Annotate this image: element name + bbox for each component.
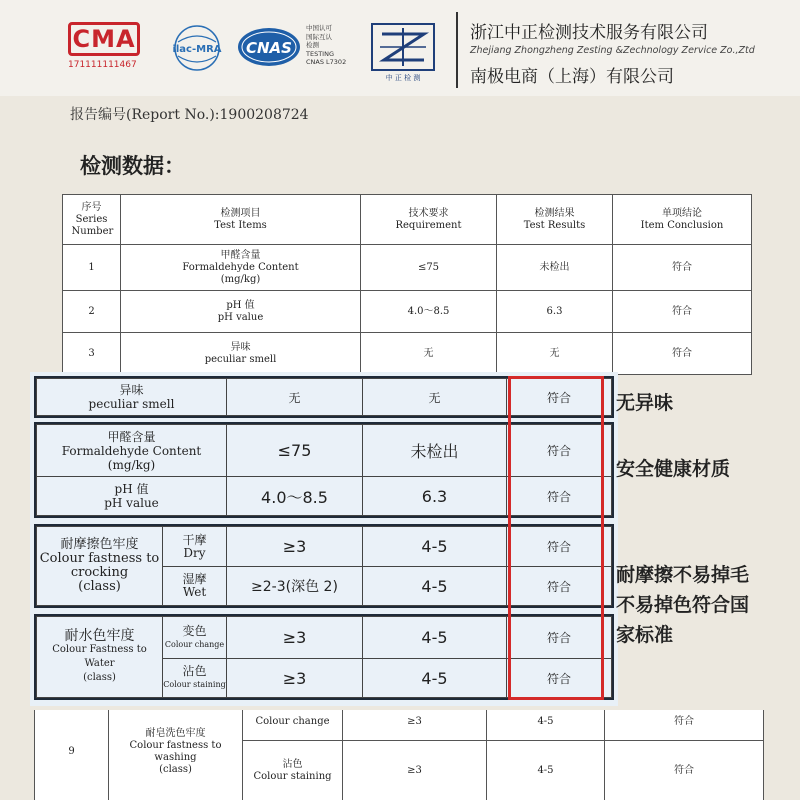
header-cell: 检测项目 Test Items (121, 195, 361, 245)
table-cell: 耐水色牢度 Colour Fastness to Water (class) (37, 617, 163, 698)
table-cell: 符合 (605, 741, 764, 800)
company-name-cn: 浙江中正检测技术服务有限公司 (470, 23, 708, 43)
note-fastness-line: 不易掉色符合国 (616, 594, 750, 616)
table-cell: 耐摩擦色牢度 Colour fastness to crocking (class) (37, 527, 163, 606)
cnas-caption-line: 检测 (306, 41, 319, 49)
cnas-caption-line: 国际互认 (306, 32, 332, 41)
table-cell: Colour change (243, 710, 343, 741)
cnas-logo (236, 26, 302, 68)
table-cell: ≥3 (343, 741, 487, 800)
table-cell: ≥2-3(深色 2) (227, 567, 363, 606)
client-company-name: 南极电商（上海）有限公司 (470, 67, 674, 87)
table-cell: 符合 (613, 333, 752, 375)
table-cell: 4.0～8.5 (227, 477, 363, 516)
section-title: 检测数据： (80, 154, 185, 178)
header-cell: 序号 Series Number (63, 195, 121, 245)
cnas-caption-line: CNAS L7302 (306, 58, 347, 66)
table-cell: 4-5 (363, 659, 507, 698)
ilac-text: ilac-MRA (172, 44, 222, 55)
table-row (63, 333, 752, 375)
table-row (63, 245, 752, 291)
table-cell: ≥3 (227, 527, 363, 567)
header-cell: 单项结论 Item Conclusion (613, 195, 752, 245)
table-cell: 4-5 (363, 617, 507, 659)
conclusion-highlight-box (508, 376, 604, 700)
table-cell: 4-5 (487, 710, 605, 741)
original-test-table (62, 194, 752, 375)
table-cell: 4-5 (363, 567, 507, 606)
table-cell: ≥3 (343, 710, 487, 741)
washing-fastness-table (34, 710, 764, 800)
table-row (63, 291, 752, 333)
report-number-label: 报告编号(Report No.): (70, 107, 220, 123)
table-cell: 符合 (507, 659, 612, 698)
table-cell: 耐皂洗色牢度 Colour fastness to washing (class) (109, 710, 243, 800)
note-fastness-line: 耐摩擦不易掉毛 (616, 564, 750, 586)
table-cell: 异味 peculiar smell (37, 379, 227, 416)
report-number-line (70, 104, 309, 124)
table-cell: 无 (497, 333, 613, 375)
cma-logo (68, 22, 148, 72)
header-divider (456, 12, 458, 88)
company-name-en: Zhejiang Zhongzheng Zesting &Zechnology Zervice Zo.,Ztd (470, 45, 755, 56)
table-cell: 符合 (605, 710, 764, 741)
table-cell: 2 (63, 291, 121, 333)
header-cell: 检测结果 Test Results (497, 195, 613, 245)
table-cell: 未检出 (363, 425, 507, 477)
table-cell: pH 值 pH value (37, 477, 227, 516)
table-header-row (63, 195, 752, 245)
table-cell: ≤75 (361, 245, 497, 291)
table-cell: 符合 (507, 527, 612, 567)
note-no-odor: 无异味 (616, 392, 674, 414)
note-fastness (616, 560, 749, 650)
note-safe-material: 安全健康材质 (616, 458, 731, 480)
cma-mark: CMA (68, 22, 140, 56)
note-fastness-line: 家标准 (616, 624, 674, 646)
zz-caption: 中 正 检 测 (385, 74, 421, 82)
table-cell: 4-5 (487, 741, 605, 800)
table-cell: 无 (361, 333, 497, 375)
table-cell: 无 (363, 379, 507, 416)
header-cell: 技术要求 Requirement (361, 195, 497, 245)
report-header (0, 0, 800, 96)
table-cell: 1 (63, 245, 121, 291)
table-cell: 符合 (613, 291, 752, 333)
table-cell: 甲醛含量 Formaldehyde Content (mg/kg) (37, 425, 227, 477)
table-cell: 甲醛含量 Formaldehyde Content (mg/kg) (121, 245, 361, 291)
table-cell: 干摩 Dry (163, 527, 227, 567)
table-cell: 符合 (507, 567, 612, 606)
table-cell: 符合 (507, 425, 612, 477)
table-cell: 符合 (507, 379, 612, 416)
table-cell: ≤75 (227, 425, 363, 477)
table-cell: 3 (63, 333, 121, 375)
table-cell: 4-5 (363, 527, 507, 567)
ilac-mra-logo (168, 24, 226, 76)
table-cell: 6.3 (363, 477, 507, 516)
zhongzheng-logo (370, 22, 436, 82)
table-cell: ≥3 (227, 659, 363, 698)
table-cell: 6.3 (497, 291, 613, 333)
table-cell: 沾色 Colour staining (243, 741, 343, 800)
table-cell: ≥3 (227, 617, 363, 659)
cnas-caption-line: TESTING (306, 49, 334, 58)
table-cell: 符合 (507, 617, 612, 659)
table-cell: 9 (35, 710, 109, 800)
table-cell: 未检出 (497, 245, 613, 291)
table-row (35, 710, 764, 741)
table-cell: 变色 Colour change (163, 617, 227, 659)
report-number: 1900208724 (219, 107, 309, 123)
cnas-caption-line: 中国认可 (306, 24, 332, 32)
table-cell: 无 (227, 379, 363, 416)
cnas-text: CNAS (246, 39, 292, 57)
table-cell: 4.0～8.5 (361, 291, 497, 333)
table-cell: pH 值 pH value (121, 291, 361, 333)
table-cell: 湿摩 Wet (163, 567, 227, 606)
table-cell: 沾色 Colour staining (163, 659, 227, 698)
table-cell: 符合 (507, 477, 612, 516)
table-cell: 异味 peculiar smell (121, 333, 361, 375)
cma-number: 171111111467 (68, 60, 137, 70)
cnas-caption (306, 24, 346, 67)
table-cell: 符合 (613, 245, 752, 291)
